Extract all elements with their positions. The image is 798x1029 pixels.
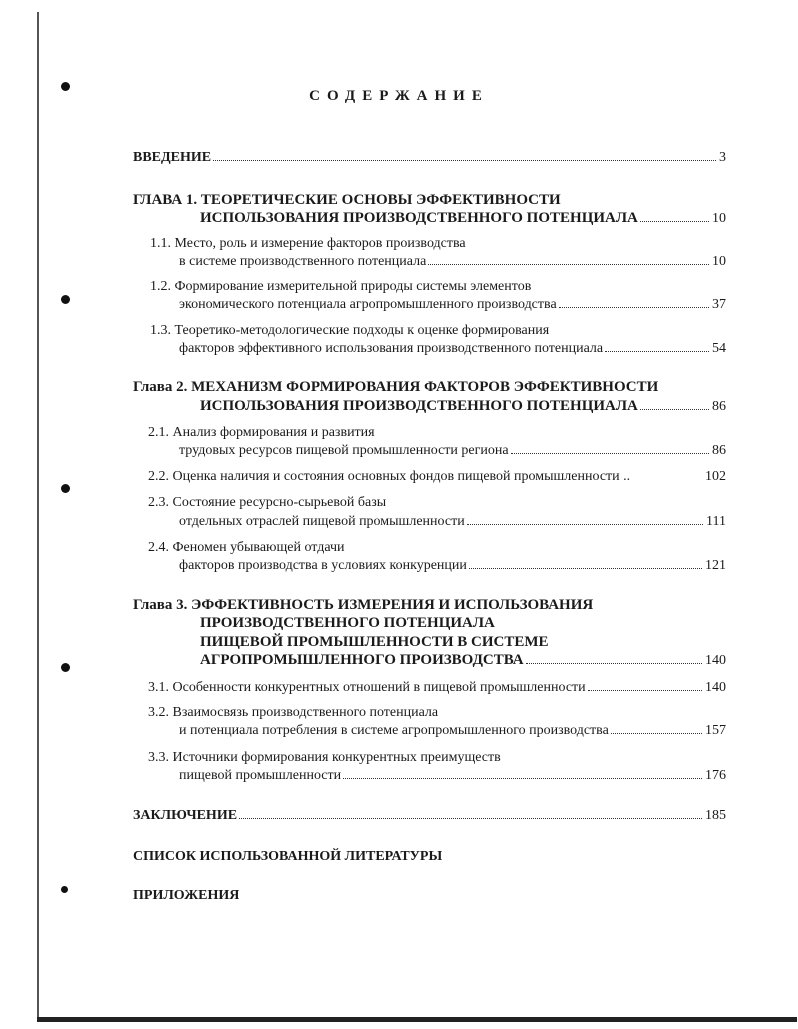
toc-entry-1-3 — [179, 341, 726, 357]
leader-dots — [469, 567, 702, 569]
entry-title: ИСПОЛЬЗОВАНИЯ ПРОИЗВОДСТВЕННОГО ПОТЕНЦИАЛА — [200, 398, 638, 414]
leader-dots — [611, 732, 702, 734]
leader-dots — [239, 817, 702, 819]
page-number: 54 — [712, 341, 726, 356]
page-number: 176 — [705, 768, 726, 783]
entry-title: факторов производства в условиях конкуренции — [179, 558, 467, 573]
leader-dots — [588, 689, 702, 691]
chapter1-title-line1: ГЛАВА 1. ТЕОРЕТИЧЕСКИЕ ОСНОВЫ ЭФФЕКТИВНОСТИ — [133, 192, 561, 208]
leader-dots — [343, 777, 702, 779]
entry-title: ВВЕДЕНИЕ — [133, 150, 212, 165]
page-number: 37 — [712, 297, 726, 312]
chapter2-title-line1: Глава 2. МЕХАНИЗМ ФОРМИРОВАНИЯ ФАКТОРОВ ЭФФЕКТИВНОСТИ — [133, 379, 659, 395]
page-number: 140 — [705, 680, 726, 695]
page-number: 3 — [719, 150, 726, 165]
section-1-2-line1: 1.2. Формирование измерительной природы системы элементов — [150, 279, 532, 294]
entry-title: 3.1. Особенности конкурентных отношений в пищевой промышленности — [148, 680, 586, 695]
page-number: 140 — [705, 653, 726, 668]
entry-title: 2.2. Оценка наличия и состояния основных фондов пищевой промышленности .. — [148, 469, 631, 484]
toc-entry-2-3 — [179, 514, 726, 530]
punch-hole — [61, 295, 70, 304]
toc-entry-3-1 — [148, 680, 726, 696]
toc-entry-3-2 — [179, 723, 726, 739]
leader-dots — [640, 408, 709, 410]
entry-title: трудовых ресурсов пищевой промышленности региона — [179, 443, 509, 458]
leader-dots — [213, 159, 716, 161]
entry-title: факторов эффективного использования производственного потенциала — [179, 341, 604, 356]
toc-entry-conclusion — [133, 808, 726, 824]
page-number: 10 — [712, 211, 726, 226]
toc-entry-2-4 — [179, 558, 726, 574]
section-1-1-line1: 1.1. Место, роль и измерение факторов производства — [150, 236, 466, 251]
entry-title: АГРОПРОМЫШЛЕННОГО ПРОИЗВОДСТВА — [200, 652, 524, 668]
leader-dots — [428, 263, 709, 265]
punch-hole — [61, 484, 70, 493]
section-2-4-line1: 2.4. Феномен убывающей отдачи — [148, 540, 345, 555]
page-title: СОДЕРЖАНИЕ — [309, 88, 489, 104]
page-number: 121 — [705, 558, 726, 573]
entry-title: и потенциала потребления в системе агропромышленного производства — [179, 723, 609, 738]
leader-dots — [640, 220, 709, 222]
leader-dots — [511, 452, 709, 454]
page-number: 10 — [712, 254, 726, 269]
section-3-2-line1: 3.2. Взаимосвязь производственного потенциала — [148, 705, 439, 720]
section-1-3-line1: 1.3. Теоретико-методологические подходы к оценке формирования — [150, 323, 550, 338]
toc-entry-chapter3 — [200, 652, 726, 669]
section-3-3-line1: 3.3. Источники формирования конкурентных преимуществ — [148, 750, 501, 765]
scan-edge-line — [37, 12, 39, 1017]
toc-entry-chapter2 — [200, 398, 726, 415]
toc-entry-1-1 — [179, 254, 726, 270]
toc-entry-2-2 — [148, 469, 726, 485]
entry-title: отдельных отраслей пищевой промышленности — [179, 514, 465, 529]
leader-dots — [559, 306, 709, 308]
toc-entry-2-1 — [179, 443, 726, 459]
entry-title: в системе производственного потенциала — [179, 254, 427, 269]
page-number: 86 — [712, 399, 726, 414]
toc-entry-1-2 — [179, 297, 726, 313]
toc-entry-literature: СПИСОК ИСПОЛЬЗОВАННОЙ ЛИТЕРАТУРЫ — [133, 849, 443, 864]
entry-title: пищевой промышленности — [179, 768, 342, 783]
leader-dots — [526, 662, 702, 664]
scan-bottom-line — [37, 1017, 797, 1022]
entry-title: ИСПОЛЬЗОВАНИЯ ПРОИЗВОДСТВЕННОГО ПОТЕНЦИАЛА — [200, 210, 638, 226]
page-number: 86 — [712, 443, 726, 458]
page-number: 185 — [705, 808, 726, 823]
section-2-3-line1: 2.3. Состояние ресурсно-сырьевой базы — [148, 495, 387, 510]
toc-entry-intro — [133, 150, 726, 166]
toc-entry-appendix: ПРИЛОЖЕНИЯ — [133, 888, 240, 903]
punch-hole — [61, 663, 70, 672]
chapter3-title-line2: ПРОИЗВОДСТВЕННОГО ПОТЕНЦИАЛА — [200, 615, 495, 631]
page-number: 111 — [706, 514, 726, 529]
page-number: 102 — [705, 469, 726, 484]
page-number: 157 — [705, 723, 726, 738]
chapter3-title-line3: ПИЩЕВОЙ ПРОМЫШЛЕННОСТИ В СИСТЕМЕ — [200, 634, 549, 650]
leader-dots — [605, 350, 709, 352]
entry-title: ЗАКЛЮЧЕНИЕ — [133, 808, 238, 823]
chapter3-title-line1: Глава 3. ЭФФЕКТИВНОСТЬ ИЗМЕРЕНИЯ И ИСПОЛЬЗОВАНИЯ — [133, 597, 594, 613]
toc-entry-chapter1 — [200, 210, 726, 227]
leader-dots — [467, 523, 703, 525]
section-2-1-line1: 2.1. Анализ формирования и развития — [148, 425, 375, 440]
punch-hole — [61, 886, 68, 893]
toc-entry-3-3 — [179, 768, 726, 784]
entry-title: экономического потенциала агропромышленного производства — [179, 297, 557, 312]
